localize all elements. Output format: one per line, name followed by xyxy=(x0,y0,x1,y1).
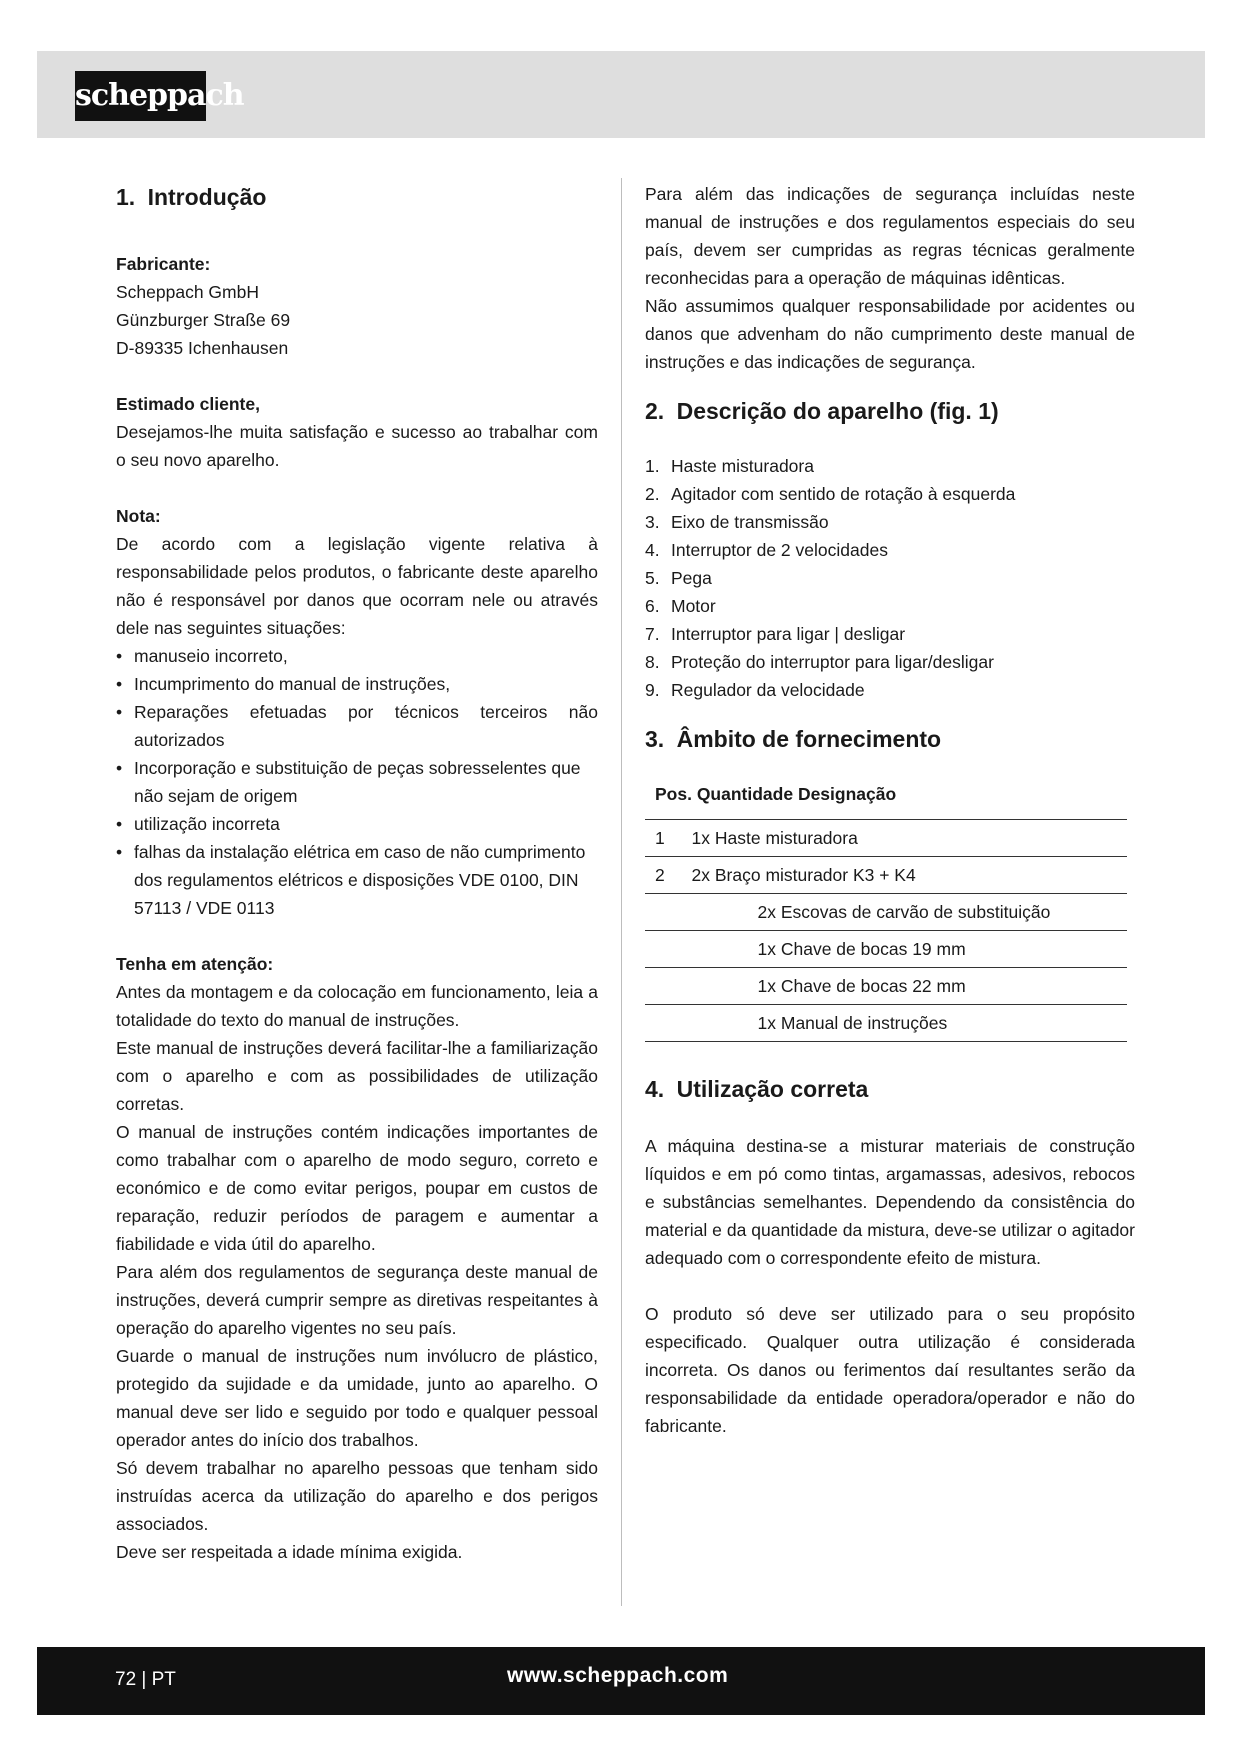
list-item: • falhas da instalação elétrica em caso de não cumprimento dos regulamentos elétricos e disposições VDE 0100, DIN 57113 / VDE 0113 xyxy=(116,838,598,922)
list-item: • Reparações efetuadas por técnicos terceiros não autorizados xyxy=(116,698,598,754)
list-item: 7. Interruptor para ligar | desligar xyxy=(645,624,906,644)
note-text: De acordo com a legislação vigente relativa à responsabilidade pelos produtos, o fabricante deste aparelho não é responsável por danos que ocorram nele ou através dele nas seguintes situações: xyxy=(116,534,598,638)
liability-paragraph: Não assumimos qualquer responsabilidade por acidentes ou danos que advenham do não cumprimento deste manual de instruções e das indicações de segurança. xyxy=(645,296,1135,372)
manufacturer-label: Fabricante: xyxy=(116,254,211,274)
header-band xyxy=(37,51,1205,138)
list-item: • Incumprimento do manual de instruções, xyxy=(116,670,598,698)
list-item: • manuseio incorreto, xyxy=(116,642,598,670)
section-number: 2. xyxy=(645,398,665,424)
table-header-row xyxy=(645,774,1127,820)
list-item: 8. Proteção do interruptor para ligar/desligar xyxy=(645,652,994,672)
table-row: 2x Escovas de carvão de substituição xyxy=(645,894,1127,931)
list-item: 6. Motor xyxy=(645,596,716,616)
footer-band xyxy=(37,1647,1205,1715)
section-1-heading xyxy=(116,180,598,214)
section-4-heading xyxy=(645,1072,1135,1106)
manufacturer-city: D-89335 Ichenhausen xyxy=(116,338,289,358)
table-row: 1x Manual de instruções xyxy=(645,1005,1127,1042)
attention-paragraph: Só devem trabalhar no aparelho pessoas que tenham sido instruídas acerca da utilização do aparelho e dos perigos associados. xyxy=(116,1458,598,1534)
attention-paragraph: Deve ser respeitada a idade mínima exigida. xyxy=(116,1542,463,1562)
column-divider xyxy=(621,178,622,1606)
website-link[interactable]: www.scheppach.com xyxy=(507,1664,729,1687)
section-title: Utilização correta xyxy=(676,1076,869,1102)
list-item: • Incorporação e substituição de peças sobresselentes que não sejam de origem xyxy=(116,754,598,810)
section-title: Âmbito de fornecimento xyxy=(676,726,942,752)
note-label: Nota: xyxy=(116,506,161,526)
left-column xyxy=(116,180,598,1566)
section-number: 4. xyxy=(645,1076,665,1102)
right-column xyxy=(645,180,1135,1440)
table-header: Pos. Quantidade Designação xyxy=(645,774,1127,820)
table-row: 1 1x Haste misturadora xyxy=(645,820,1127,857)
parts-list xyxy=(645,452,1135,704)
liability-list xyxy=(116,642,598,922)
manufacturer-name: Scheppach GmbH xyxy=(116,282,259,302)
customer-label: Estimado cliente, xyxy=(116,394,260,414)
section-title: Introdução xyxy=(147,184,267,210)
section-3-heading xyxy=(645,722,1135,756)
table-row: 1x Chave de bocas 22 mm xyxy=(645,968,1127,1005)
scheppach-logo: scheppach xyxy=(75,71,206,121)
attention-paragraph: Para além dos regulamentos de segurança deste manual de instruções, deverá cumprir sempre as diretivas respeitantes à operação do aparelho vigentes no seu país. xyxy=(116,1262,598,1338)
list-item: 1. Haste misturadora xyxy=(645,456,814,476)
list-item: 2. Agitador com sentido de rotação à esquerda xyxy=(645,484,1016,504)
page-number: 72 | PT xyxy=(115,1669,176,1690)
scope-table xyxy=(645,774,1127,1042)
section-number: 1. xyxy=(116,184,136,210)
table-row: 2 2x Braço misturador K3 + K4 xyxy=(645,857,1127,894)
intended-use-paragraph: A máquina destina-se a misturar materiais de construção líquidos e em pó como tintas, argamassas, adesivos, rebocos e substâncias semelhantes. Dependendo da consistência do material e da quantidade da mistura, deve-se utilizar o agitador adequado com o correspondente efeito de mistura. xyxy=(645,1136,1135,1268)
list-item: 5. Pega xyxy=(645,568,712,588)
list-item: 3. Eixo de transmissão xyxy=(645,512,829,532)
intended-use-paragraph: O produto só deve ser utilizado para o seu propósito especificado. Qualquer outra utilização é considerada incorreta. Os danos ou ferimentos daí resultantes serão da responsabilidade da entidade operadora/operador e não do fabricante. xyxy=(645,1304,1135,1436)
customer-text: Desejamos-lhe muita satisfação e sucesso ao trabalhar com o seu novo aparelho. xyxy=(116,422,598,470)
attention-paragraph: Guarde o manual de instruções num invólucro de plástico, protegido da sujidade e da umidade, junto ao aparelho. O manual deve ser lido e seguido por todo e qualquer pessoal operador antes do início dos trabalhos. xyxy=(116,1346,598,1450)
section-title: Descrição do aparelho (fig. 1) xyxy=(676,398,999,424)
list-item: • utilização incorreta xyxy=(116,810,598,838)
attention-paragraph: O manual de instruções contém indicações importantes de como trabalhar com o aparelho de modo seguro, correto e económico e de como evitar perigos, poupar em custos de reparação, reduzir períodos de paragem e aumentar a fiabilidade e vida útil do aparelho. xyxy=(116,1122,598,1254)
list-item: 9. Regulador da velocidade xyxy=(645,680,865,700)
manufacturer-street: Günzburger Straße 69 xyxy=(116,310,291,330)
section-2-heading xyxy=(645,394,1135,428)
attention-label: Tenha em atenção: xyxy=(116,954,274,974)
list-item: 4. Interruptor de 2 velocidades xyxy=(645,540,888,560)
attention-paragraph: Antes da montagem e da colocação em funcionamento, leia a totalidade do texto do manual de instruções. xyxy=(116,982,598,1030)
section-number: 3. xyxy=(645,726,665,752)
attention-paragraph: Este manual de instruções deverá facilitar-lhe a familiarização com o aparelho e com as possibilidades de utilização corretas. xyxy=(116,1038,598,1114)
table-row: 1x Chave de bocas 19 mm xyxy=(645,931,1127,968)
safety-paragraph: Para além das indicações de segurança incluídas neste manual de instruções e dos regulamentos especiais do seu país, devem ser cumpridas as regras técnicas geralmente reconhecidas para a operação de máquinas idênticas. xyxy=(645,184,1135,288)
